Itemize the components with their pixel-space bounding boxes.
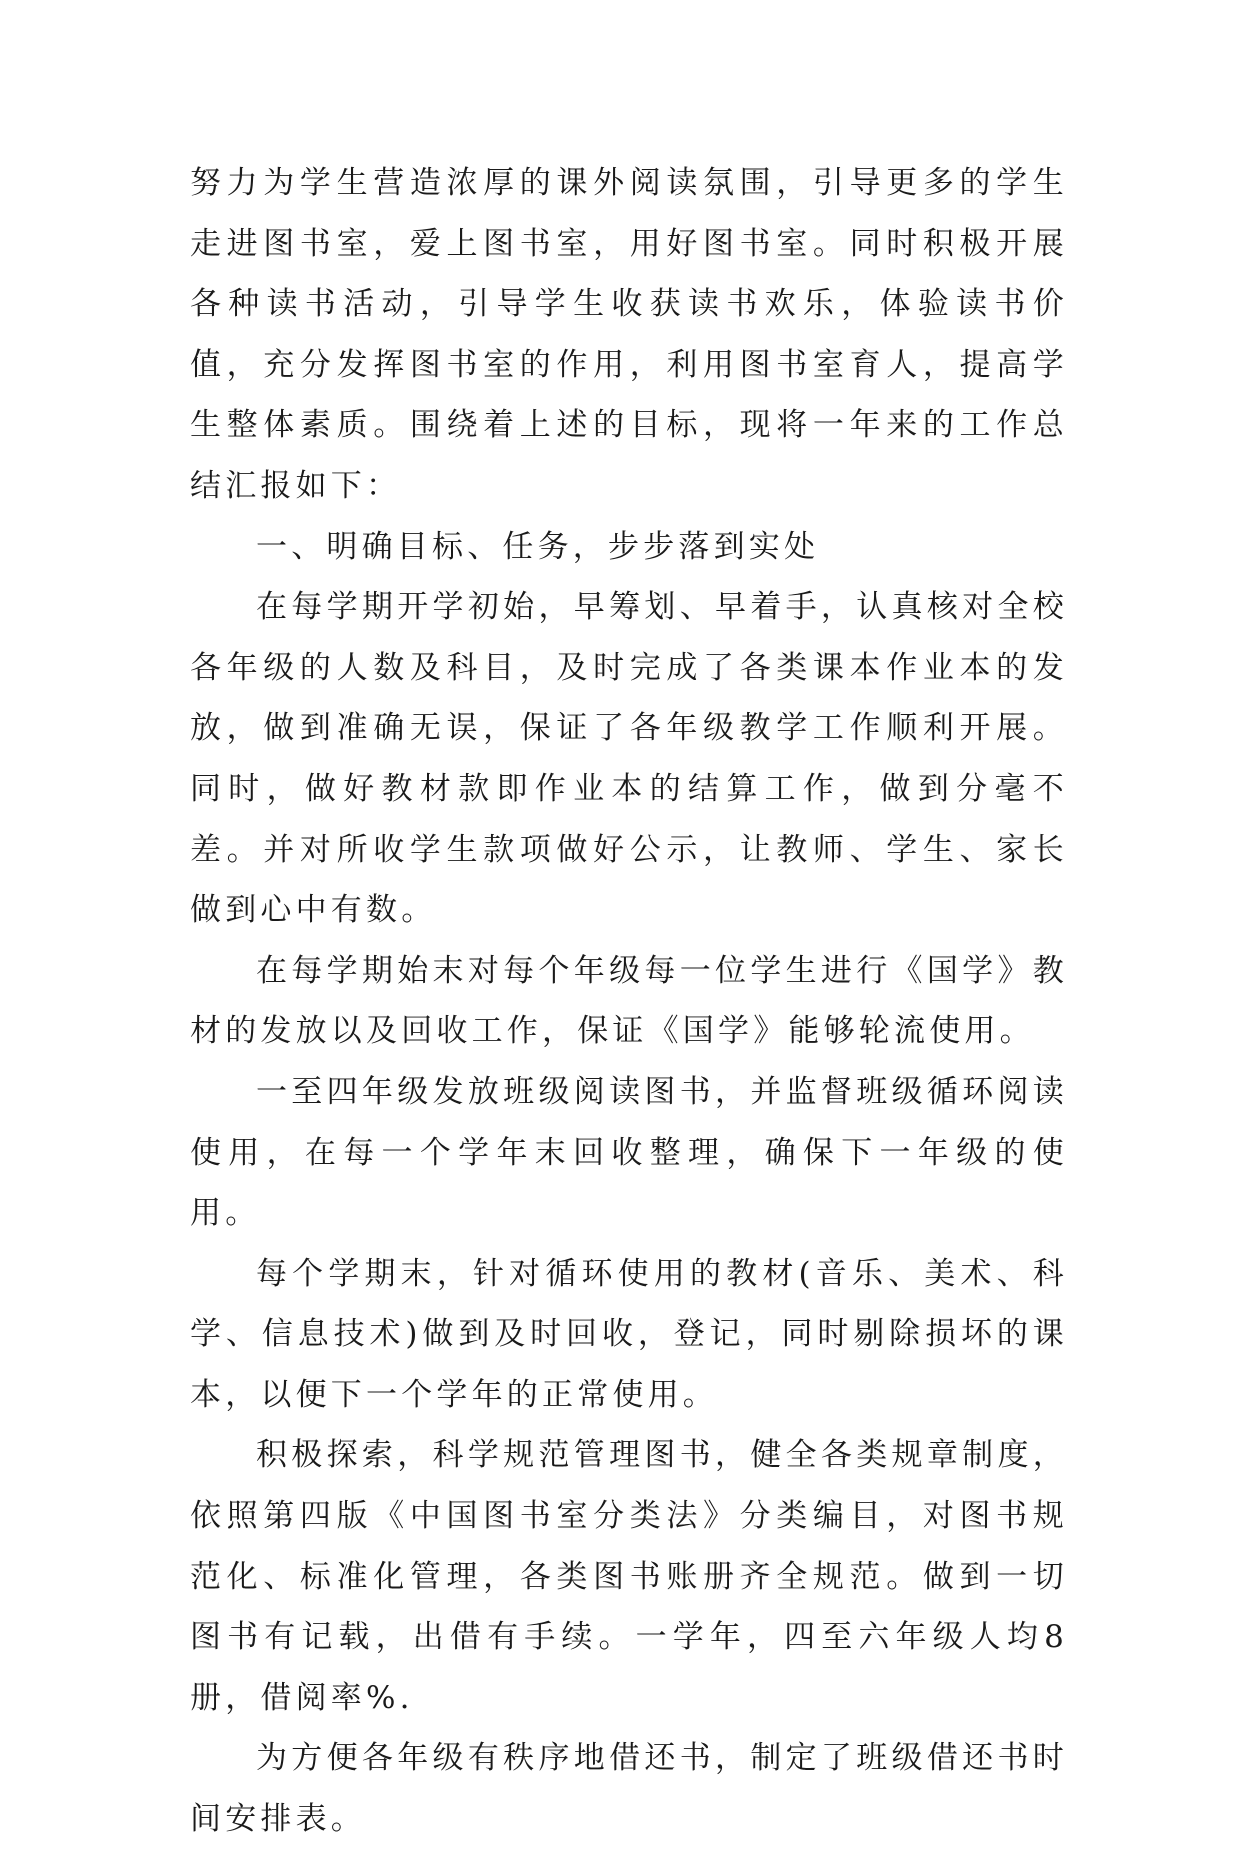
paragraph-class-reading-books: 一至四年级发放班级阅读图书，并监督班级循环阅读使用，在每一个学年末回收整理，确保下一年级的使用。 xyxy=(190,1073,1068,1232)
document-body xyxy=(190,153,1068,1850)
paragraph-textbook-distribution: 在每学期开学初始，早筹划、早着手，认真核对全校各年级的人数及科目，及时完成了各类课本作业本的发放，做到准确无误，保证了各年级教学工作顺利开展。同时，做好教材款即作业本的结算工作，做到分毫不差。并对所收学生款项做好公示，让教师、学生、家长做到心中有数。 xyxy=(190,589,1068,929)
section-heading: 一、明确目标、任务，步步落到实处 xyxy=(256,528,820,565)
paragraph-recycled-textbooks: 每个学期末，针对循环使用的教材(音乐、美术、科学、信息技术)做到及时回收，登记，同时剔除损坏的课本，以便下一个学年的正常使用。 xyxy=(190,1255,1068,1413)
paragraph-borrowing-schedule: 为方便各年级有秩序地借还书，制定了班级借还书时间安排表。 xyxy=(190,1740,1068,1838)
paragraph-guoxue-materials: 在每学期始末对每个年级每一位学生进行《国学》教材的发放以及回收工作，保证《国学》能够轮流使用。 xyxy=(190,952,1068,1050)
paragraph-library-management: 积极探索，科学规范管理图书，健全各类规章制度，依照第四版《中国图书室分类法》分类编目，对图书规范化、标准化管理，各类图书账册齐全规范。做到一切图书有记载，出借有手续。一学年，四至六年级人均8册，借阅率%. xyxy=(190,1437,1068,1716)
paragraph-intro: 努力为学生营造浓厚的课外阅读氛围，引导更多的学生走进图书室，爱上图书室，用好图书室。同时积极开展各种读书活动，引导学生收获读书欢乐，体验读书价值，充分发挥图书室的作用，利用图书室育人，提高学生整体素质。围绕着上述的目标，现将一年来的工作总结汇报如下： xyxy=(190,165,1068,504)
